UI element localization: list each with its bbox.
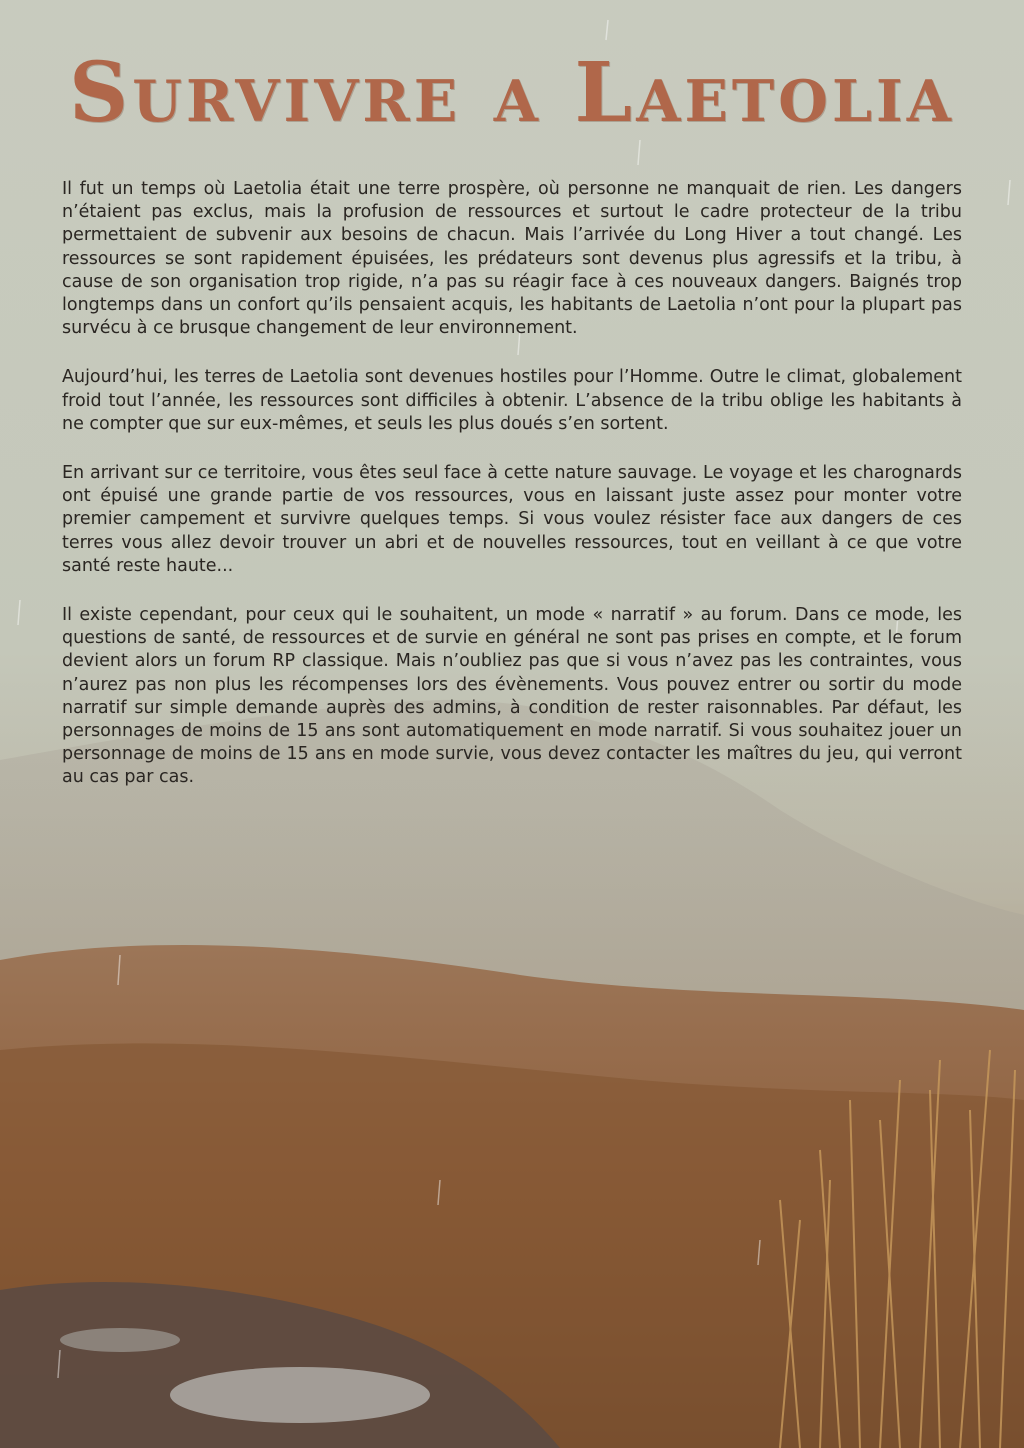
page-title: Survivre a Laetolia — [69, 45, 955, 141]
paragraph-today: Aujourd’hui, les terres de Laetolia sont devenues hostiles pour l’Homme. Outre le climat, globalement froid tout l’année, les ressources sont difficiles à obtenir. L’absence de la tribu oblige les habitants à ne compter que sur eux-mêmes, et seuls les plus doués s’en sortent. — [62, 367, 962, 434]
body-text — [62, 178, 962, 816]
water-puddle — [170, 1367, 430, 1423]
paragraph-narrative-mode: Il existe cependant, pour ceux qui le souhaitent, un mode « narratif » au forum. Dans ce mode, les questions de santé, de ressources et de survie en général ne sont pas prises en compte, et le forum devient alors un forum RP classique. Mais n’oubliez pas que si vous n’avez pas les contraintes, vous n’aurez pas non plus les récompenses lors des évènements. Vous pouvez entrer ou sortir du mode narratif sur simple demande auprès des admins, à condition de rester raisonnables. Par défaut, les personnages de moins de 15 ans sont automatiquement en mode narratif. Si vous souhaitez jouer un personnage de moins de 15 ans en mode survie, vous devez contacter les maîtres du jeu, qui verront au cas par cas. — [62, 605, 962, 788]
paragraph-intro: Il fut un temps où Laetolia était une terre prospère, où personne ne manquait de rien. Les dangers n’étaient pas exclus, mais la profusion de ressources et surtout le cadre protecteur de la tribu permettaient de subvenir aux besoins de chacun. Mais l’arrivée du Long Hiver a tout changé. Les ressources se sont rapidement épuisées, les prédateurs sont devenus plus agressifs et la tribu, à cause de son organisation trop rigide, n’a pas su réagir face à ces nouveaux dangers. Baignés trop longtemps dans un confort qu’ils pensaient acquis, les habitants de Laetolia n’ont pour la plupart pas survécu à ce brusque changement de leur environnement. — [62, 179, 962, 339]
paragraph-arrival: En arrivant sur ce territoire, vous êtes seul face à cette nature sauvage. Le voyage et les charognards ont épuisé une grande partie de vos ressources, vous en laissant juste assez pour monter votre premier campement et survivre quelques temps. Si vous voulez résister face aux dangers de ces terres vous allez devoir trouver un abri et de nouvelles ressources, tout en veillant à ce que votre santé reste haute... — [62, 463, 962, 576]
